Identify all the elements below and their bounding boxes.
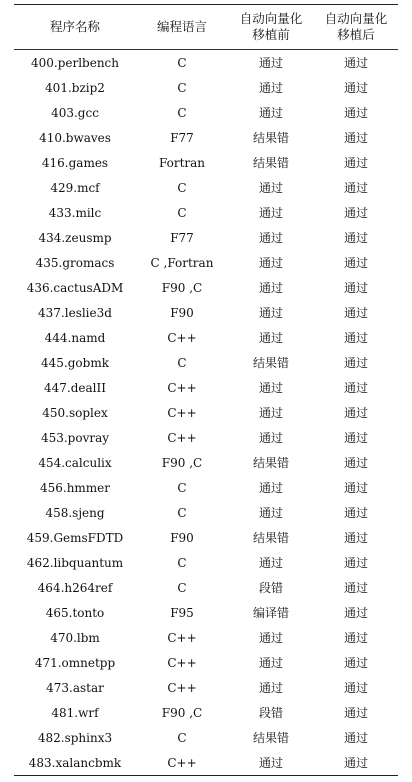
cell-before-port: 段错 (258, 705, 283, 720)
cell-before-port: 结果错 (252, 730, 289, 745)
cell-program-name: 458.sjeng (45, 505, 105, 520)
cell-language: F90 ,C (161, 705, 203, 720)
table-row (14, 450, 398, 475)
table-row (14, 125, 398, 150)
table-row (14, 475, 398, 500)
table-row (14, 525, 398, 550)
cell-program-name: 459.GemsFDTD (26, 530, 124, 545)
table-row (14, 600, 398, 625)
cell-after-port: 通过 (343, 155, 368, 170)
cell-language: F77 (170, 130, 194, 145)
table-row (14, 100, 398, 125)
cell-program-name: 435.gromacs (35, 255, 115, 270)
cell-language: F90 ,C (161, 280, 203, 295)
cell-program-name: 434.zeusmp (38, 230, 112, 245)
cell-before-port: 通过 (258, 55, 283, 70)
table-row (14, 150, 398, 175)
cell-language: C (177, 505, 187, 520)
cell-after-port: 通过 (343, 80, 368, 95)
cell-after-port: 通过 (343, 430, 368, 445)
cell-after-port: 通过 (343, 655, 368, 670)
cell-before-port: 结果错 (252, 130, 289, 145)
header-before-port-line2: 移植前 (252, 27, 290, 42)
cell-before-port: 通过 (258, 180, 283, 195)
table-row (14, 725, 398, 750)
cell-program-name: 482.sphinx3 (37, 730, 113, 745)
cell-language: C (177, 80, 187, 95)
table-row (14, 575, 398, 600)
table-row (14, 200, 398, 225)
cell-before-port: 通过 (258, 205, 283, 220)
cell-language: C (177, 105, 187, 120)
cell-language: C (177, 580, 187, 595)
table-bottom-rule (14, 775, 398, 776)
cell-language: C++ (167, 630, 197, 645)
cell-after-port: 通过 (343, 380, 368, 395)
cell-program-name: 473.astar (46, 680, 104, 695)
cell-after-port: 通过 (343, 105, 368, 120)
table-row (14, 675, 398, 700)
cell-program-name: 450.soplex (42, 405, 108, 420)
cell-after-port: 通过 (343, 230, 368, 245)
header-before-port (228, 11, 314, 43)
cell-before-port: 通过 (258, 280, 283, 295)
table-row (14, 75, 398, 100)
cell-after-port: 通过 (343, 730, 368, 745)
header-language-text: 编程语言 (156, 19, 207, 34)
cell-program-name: 436.cactusADM (26, 280, 124, 295)
cell-after-port: 通过 (343, 205, 368, 220)
cell-language: F77 (170, 230, 194, 245)
cell-program-name: 471.omnetpp (34, 655, 116, 670)
cell-before-port: 通过 (258, 430, 283, 445)
cell-before-port: 通过 (258, 555, 283, 570)
cell-before-port: 通过 (258, 680, 283, 695)
header-program-name (14, 19, 136, 35)
table-row (14, 550, 398, 575)
cell-before-port: 通过 (258, 380, 283, 395)
cell-before-port: 结果错 (252, 455, 289, 470)
table-row (14, 350, 398, 375)
cell-program-name: 437.leslie3d (38, 305, 112, 320)
cell-program-name: 454.calculix (38, 455, 112, 470)
cell-after-port: 通过 (343, 555, 368, 570)
cell-after-port: 通过 (343, 480, 368, 495)
cell-program-name: 410.bwaves (39, 130, 111, 145)
cell-after-port: 通过 (343, 255, 368, 270)
cell-after-port: 通过 (343, 755, 368, 770)
cell-language: Fortran (158, 155, 206, 170)
cell-before-port: 结果错 (252, 155, 289, 170)
cell-before-port: 通过 (258, 330, 283, 345)
cell-language: C++ (167, 680, 197, 695)
cell-before-port: 通过 (258, 755, 283, 770)
cell-before-port: 结果错 (252, 530, 289, 545)
cell-language: C (177, 555, 187, 570)
table-row (14, 300, 398, 325)
cell-before-port: 段错 (258, 580, 283, 595)
cell-before-port: 通过 (258, 230, 283, 245)
cell-language: C++ (167, 755, 197, 770)
cell-before-port: 通过 (258, 655, 283, 670)
cell-language: C++ (167, 405, 197, 420)
cell-after-port: 通过 (343, 130, 368, 145)
cell-before-port: 通过 (258, 480, 283, 495)
header-before-port-line1: 自动向量化 (239, 11, 303, 26)
cell-program-name: 483.xalancbmk (28, 755, 122, 770)
cell-after-port: 通过 (343, 630, 368, 645)
cell-after-port: 通过 (343, 580, 368, 595)
cell-after-port: 通过 (343, 405, 368, 420)
results-table (14, 4, 398, 776)
cell-after-port: 通过 (343, 505, 368, 520)
table-row (14, 650, 398, 675)
cell-program-name: 444.namd (44, 330, 106, 345)
cell-after-port: 通过 (343, 705, 368, 720)
cell-before-port: 通过 (258, 105, 283, 120)
cell-language: F90 (170, 530, 194, 545)
header-language (136, 19, 228, 35)
cell-before-port: 编译错 (252, 605, 289, 620)
cell-after-port: 通过 (343, 455, 368, 470)
table-row (14, 175, 398, 200)
cell-language: C (177, 730, 187, 745)
cell-language: C (177, 55, 187, 70)
cell-program-name: 403.gcc (51, 105, 99, 120)
cell-program-name: 464.h264ref (37, 580, 113, 595)
table-row (14, 750, 398, 775)
cell-language: C++ (167, 330, 197, 345)
cell-before-port: 结果错 (252, 355, 289, 370)
cell-language: C ,Fortran (150, 255, 214, 270)
cell-language: C (177, 480, 187, 495)
cell-language: C++ (167, 380, 197, 395)
cell-language: C++ (167, 430, 197, 445)
cell-after-port: 通过 (343, 680, 368, 695)
table-header-row (14, 5, 398, 49)
cell-before-port: 通过 (258, 80, 283, 95)
table-row (14, 325, 398, 350)
cell-program-name: 401.bzip2 (45, 80, 105, 95)
cell-program-name: 462.libquantum (26, 555, 124, 570)
cell-program-name: 445.gobmk (41, 355, 109, 370)
header-after-port (314, 11, 398, 43)
cell-language: C (177, 180, 187, 195)
cell-language: C (177, 205, 187, 220)
cell-program-name: 465.tonto (45, 605, 105, 620)
cell-program-name: 456.hmmer (39, 480, 111, 495)
cell-language: F95 (170, 605, 194, 620)
table-row (14, 275, 398, 300)
table-row (14, 50, 398, 75)
cell-after-port: 通过 (343, 530, 368, 545)
cell-program-name: 416.games (41, 155, 109, 170)
cell-program-name: 433.milc (48, 205, 102, 220)
cell-program-name: 429.mcf (50, 180, 100, 195)
cell-program-name: 481.wrf (51, 705, 99, 720)
header-after-port-line1: 自动向量化 (324, 11, 388, 26)
table-row (14, 500, 398, 525)
header-after-port-line2: 移植后 (337, 27, 375, 42)
cell-language: C++ (167, 655, 197, 670)
cell-program-name: 470.lbm (50, 630, 100, 645)
cell-after-port: 通过 (343, 355, 368, 370)
cell-before-port: 通过 (258, 305, 283, 320)
cell-after-port: 通过 (343, 180, 368, 195)
table-row (14, 625, 398, 650)
cell-program-name: 453.povray (40, 430, 110, 445)
cell-after-port: 通过 (343, 330, 368, 345)
table-row (14, 225, 398, 250)
table-row (14, 250, 398, 275)
cell-after-port: 通过 (343, 55, 368, 70)
header-program-name-text: 程序名称 (49, 19, 100, 34)
cell-before-port: 通过 (258, 405, 283, 420)
table-row (14, 400, 398, 425)
cell-after-port: 通过 (343, 280, 368, 295)
cell-program-name: 400.perlbench (30, 55, 120, 70)
table-body (14, 50, 398, 775)
table-row (14, 425, 398, 450)
cell-language: C (177, 355, 187, 370)
cell-after-port: 通过 (343, 305, 368, 320)
cell-language: F90 (170, 305, 194, 320)
table-row (14, 375, 398, 400)
cell-before-port: 通过 (258, 255, 283, 270)
cell-program-name: 447.dealII (44, 380, 106, 395)
cell-before-port: 通过 (258, 505, 283, 520)
cell-language: F90 ,C (161, 455, 203, 470)
table-row (14, 700, 398, 725)
cell-after-port: 通过 (343, 605, 368, 620)
cell-before-port: 通过 (258, 630, 283, 645)
